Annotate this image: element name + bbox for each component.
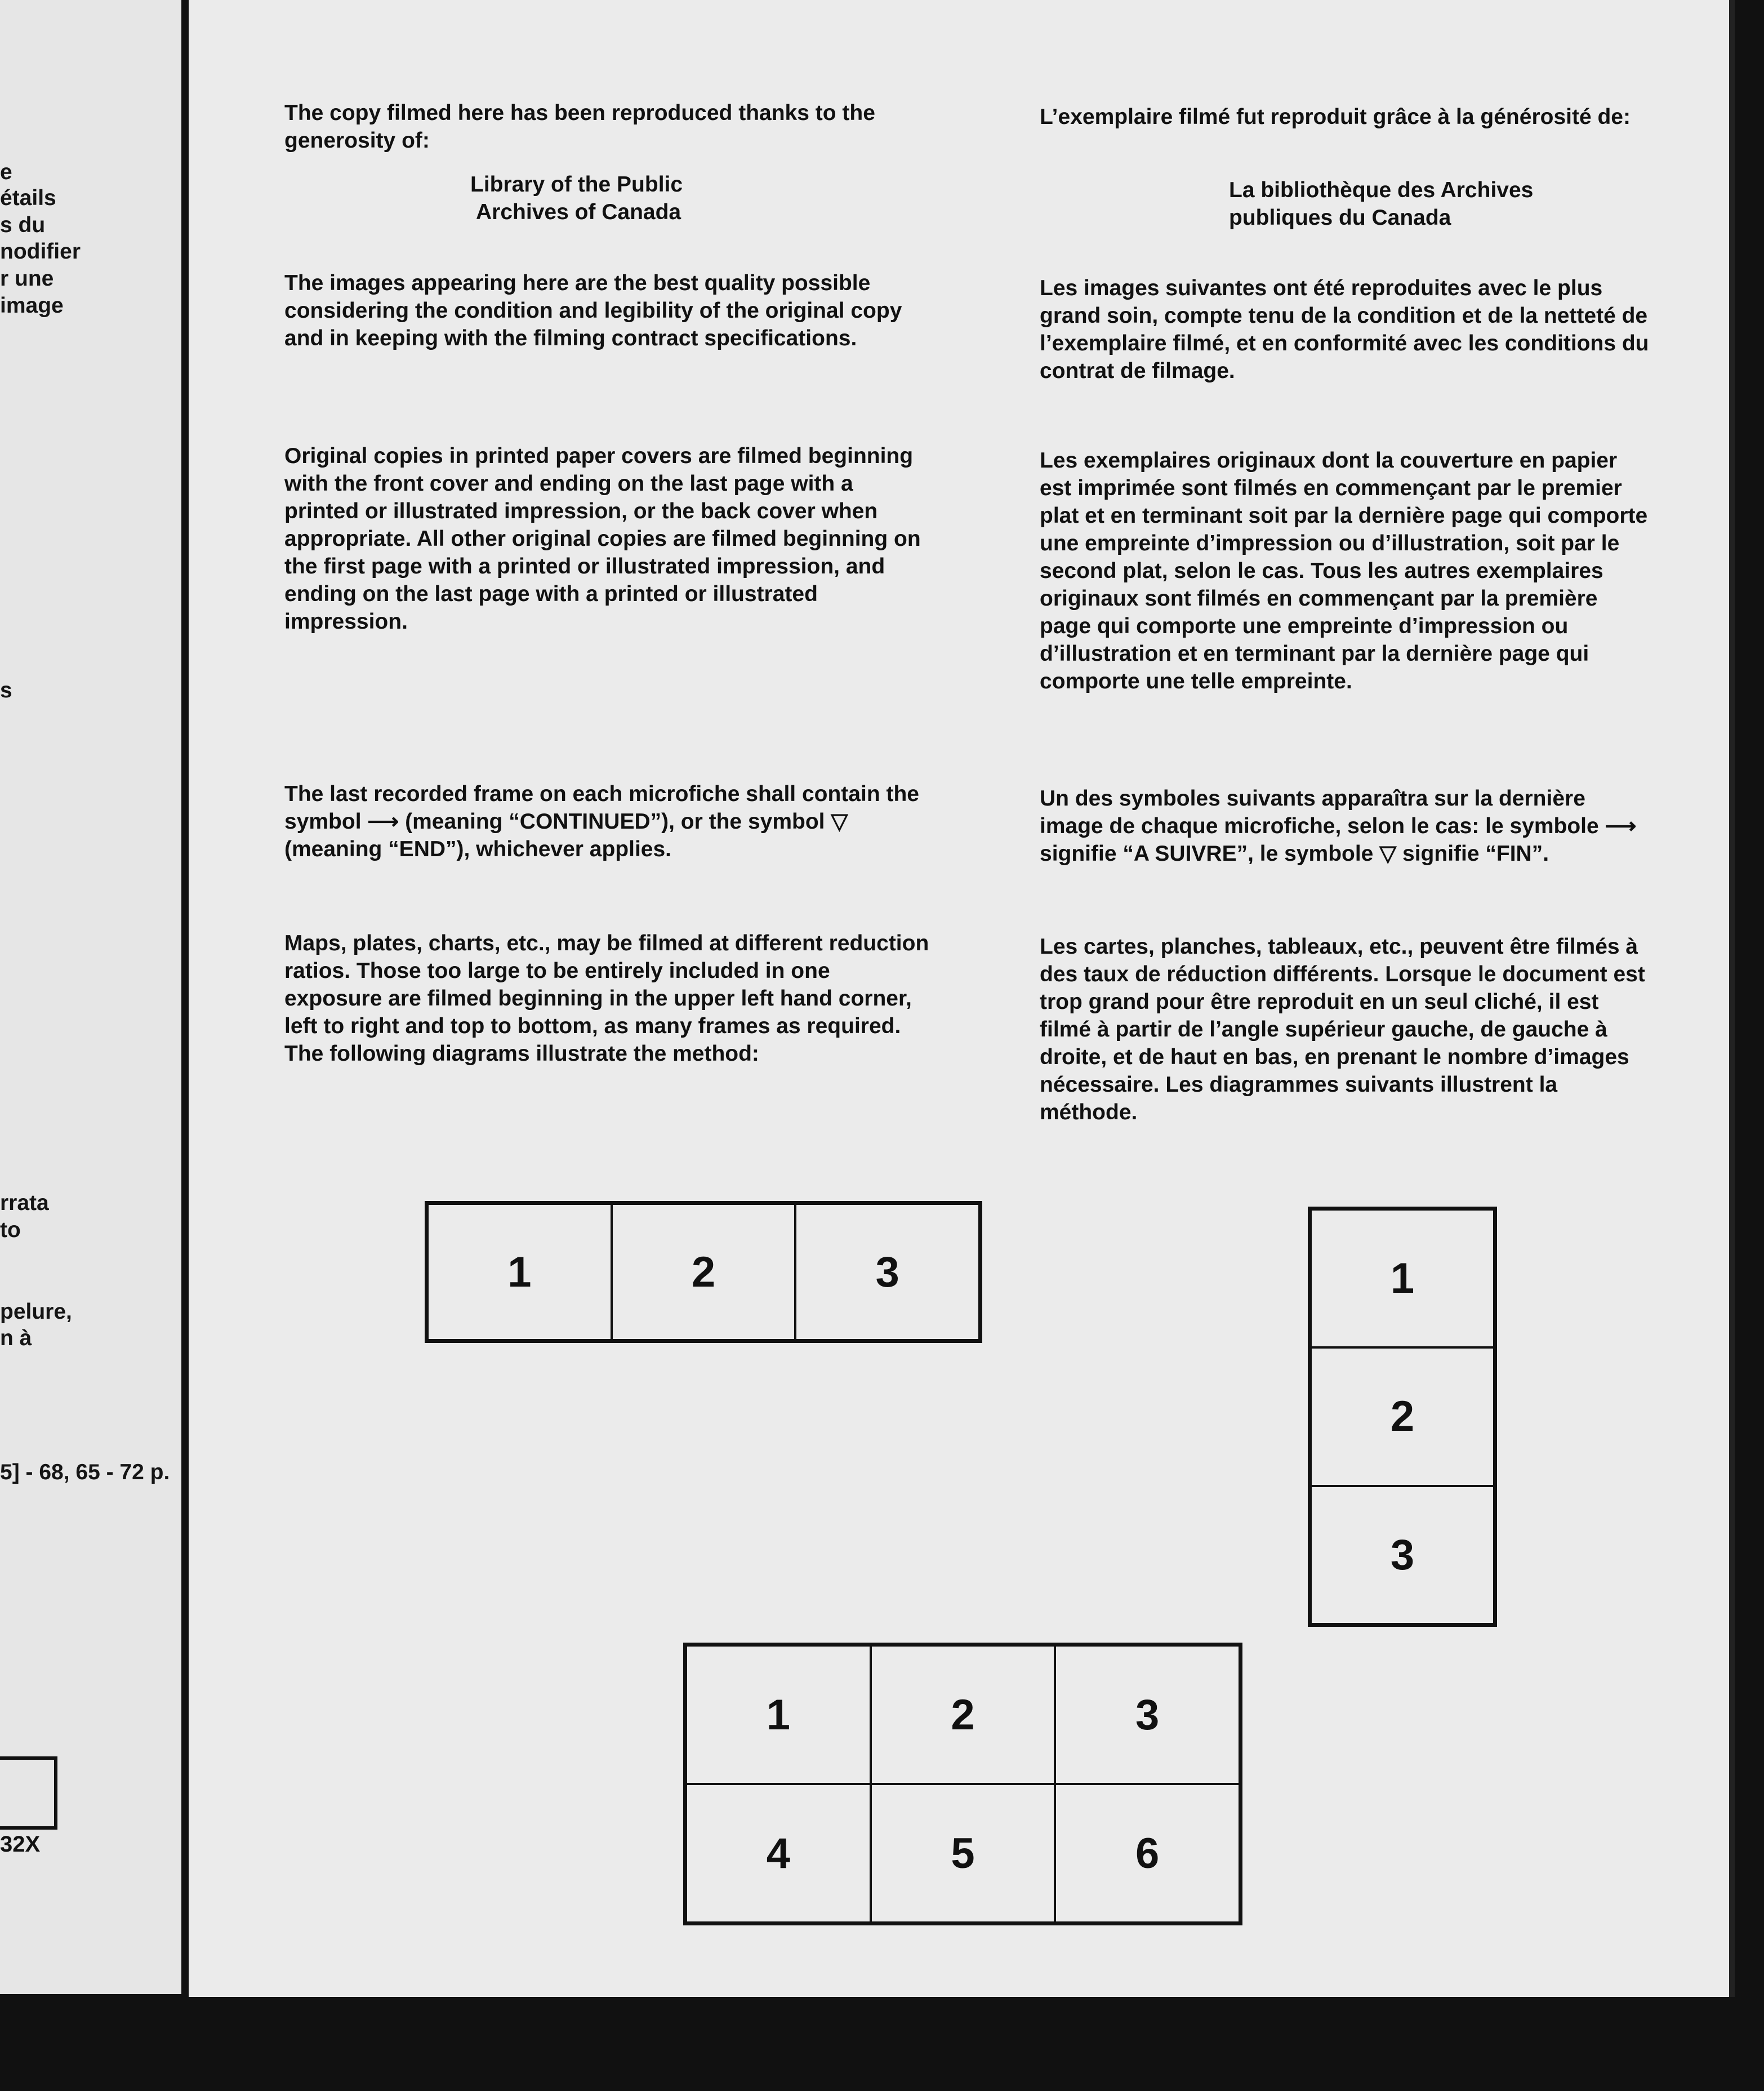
english-symbols: The last recorded frame on each microfiche shall contain the symbol ⟶ (meaning “CONTINUED”), or the symbol ▽ (meaning “END”), whichever applies. xyxy=(284,782,925,861)
column-diagram xyxy=(1308,1207,1497,1627)
left-fragment: rrata xyxy=(0,1191,49,1215)
diagram-cell: 4 xyxy=(686,1784,871,1923)
french-symbols: Un des symboles suivants apparaîtra sur la dernière image de chaque microfiche, selon le cas: le symbole ⟶ signifie “A SUIVRE”, le symbole ▽ signifie “FIN”. xyxy=(1040,786,1643,866)
diagram-cell: 3 xyxy=(1055,1645,1240,1784)
left-fragment: s du xyxy=(0,213,46,237)
french-quality: Les images suivantes ont été reproduites avec le plus grand soin, compte tenu de la condition et de la netteté de l’exemplaire filmé, et en conformité avec les conditions du contrat de filmage. xyxy=(1040,276,1655,383)
english-credit-line1: Library of the Public xyxy=(470,172,683,197)
diagram-cell: 2 xyxy=(871,1645,1055,1784)
left-fragment: 5] - 68, 65 - 72 p. xyxy=(0,1460,170,1484)
page-edge xyxy=(1729,0,1735,1997)
left-fragment: to xyxy=(0,1218,21,1242)
reduction-label: 32X xyxy=(0,1832,41,1857)
french-intro: L’exemplaire filmé fut reproduit grâce à la générosité de: xyxy=(1040,105,1631,129)
left-fragment: nodifier xyxy=(0,239,81,264)
french-credit-line2: publiques du Canada xyxy=(1229,206,1451,230)
french-originals: Les exemplaires originaux dont la couverture en papier est imprimée sont filmés en commençant par le premier plat et en terminant soit par la dernière page qui comporte une empreinte d’impression ou d’illustration, soit par le second plat, selon le cas. Tous les autres exemplaires originaux sont filmés en commençant par la première page qui comporte une empreinte d’impression ou d’illustration et en terminant par la dernière page qui comporte une telle empreinte. xyxy=(1040,448,1654,693)
row-diagram xyxy=(425,1201,982,1343)
diagram-cell: 2 xyxy=(1311,1347,1494,1485)
french-maps: Les cartes, planches, tableaux, etc., peuvent être filmés à des taux de réduction différents. Lorsque le document est trop grand pour être reproduit en un seul cliché, il est filmé à partir de l’angle supérieur gauche, de gauche à droite, et de haut en bas, en prenant le nombre d’images nécessaire. Les diagrammes suivants illustrent la méthode. xyxy=(1040,935,1651,1124)
diagram-cell: 3 xyxy=(795,1204,979,1340)
left-fragment: s xyxy=(0,678,12,702)
english-quality: The images appearing here are the best quality possible considering the condition and legibility of the original copy and in keeping with the filming contract specifications. xyxy=(284,271,908,350)
left-fragment: étails xyxy=(0,186,56,210)
left-fragment: pelure, xyxy=(0,1300,72,1324)
english-originals: Original copies in printed paper covers are filmed beginning with the front cover and ending on the last page with a printed or illustrated impression, or the back cover when appropriate. All other original copies are filmed beginning on the first page with a printed or illustrated impression, and ending on the last page with a printed or illustrated impression. xyxy=(284,444,927,634)
left-fragment: e xyxy=(0,160,12,184)
diagram-cell: 1 xyxy=(427,1204,612,1340)
diagram-cell: 1 xyxy=(1311,1209,1494,1347)
diagram-cell: 6 xyxy=(1055,1784,1240,1923)
english-credit-line2: Archives of Canada xyxy=(476,200,681,224)
diagram-cell: 1 xyxy=(686,1645,871,1784)
reduction-box xyxy=(0,1756,57,1830)
english-intro: The copy filmed here has been reproduced thanks to the generosity of: xyxy=(284,101,881,153)
diagram-cell: 3 xyxy=(1311,1486,1494,1624)
french-credit-line1: La bibliothèque des Archives xyxy=(1229,178,1534,202)
left-fragment: n à xyxy=(0,1326,32,1350)
grid-diagram xyxy=(683,1643,1242,1925)
left-fragment: r une xyxy=(0,266,54,291)
left-fragment: image xyxy=(0,293,64,318)
english-maps: Maps, plates, charts, etc., may be filmed at different reduction ratios. Those too large to be entirely included in one exposure are filmed beginning in the upper left hand corner, left to right and top to bottom, as many frames as required. The following diagrams illustrate the method: xyxy=(284,931,936,1066)
diagram-cell: 5 xyxy=(871,1784,1055,1923)
diagram-cell: 2 xyxy=(612,1204,796,1340)
left-page-strip xyxy=(0,0,181,1994)
